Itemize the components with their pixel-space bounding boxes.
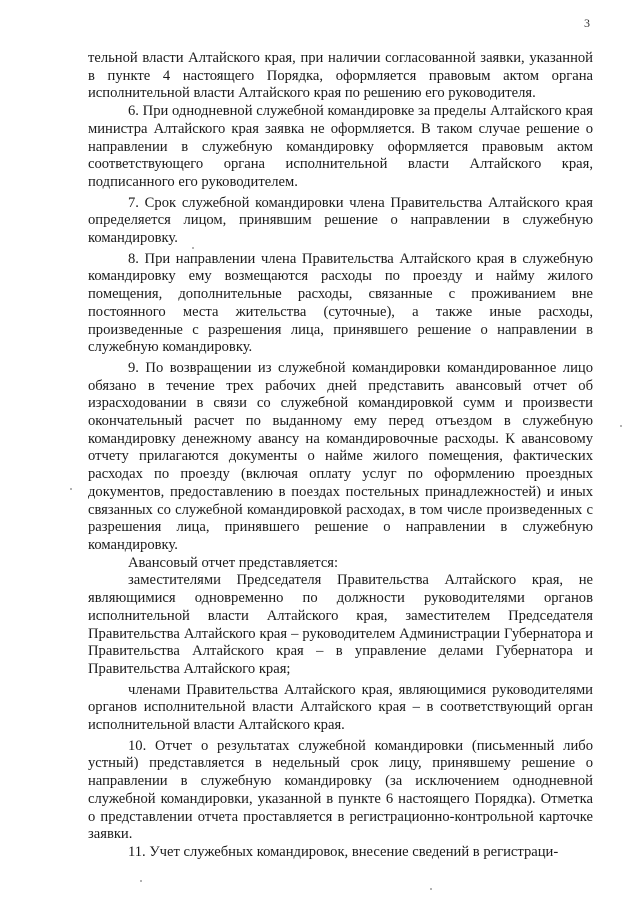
paragraph-8: 8. При направлении члена Правительства Алтайского края в служебную командировку ему возмещаются расходы по проезду и найму жилого помещения, дополнительные расходы, связанные с проживанием вне постоянного места жительства (суточные), а также иные расходы, произведенные с разрешения лица, принявшего решение о направлении в служебную командировку. <box>88 250 593 356</box>
document-body <box>88 50 593 862</box>
paragraph-10: 10. Отчет о результатах служебной командировки (письменный либо устный) представляется в недельный срок лицу, принявшему решение о направлении в служебную командировку (за исключением однодневной служебной командировки, указанной в пункте 6 настоящего Порядка). Отметка о представлении отчета проставляется в регистрационно-контрольной карточке заявки. <box>88 737 593 843</box>
scan-speck <box>140 880 142 882</box>
scan-speck <box>620 425 622 427</box>
scan-speck <box>430 888 432 890</box>
page-number: 3 <box>584 16 590 30</box>
paragraph-report-intro: Авансовый отчет представляется: <box>128 554 339 571</box>
paragraph-report-members: членами Правительства Алтайского края, являющимися руководителями органов исполнительной власти Алтайского края – в соответствующий орган исполнительной власти Алтайского края. <box>88 681 593 734</box>
paragraph-6: 6. При однодневной служебной командировке за пределы Алтайского края министра Алтайского края заявка не оформляется. В таком случае решение о направлении в служебную командировку оформляется правовым актом соответствующего органа исполнительной власти Алтайского края, подписанного его руководителем. <box>88 103 593 190</box>
paragraph-9: 9. По возвращении из служебной командировки командированное лицо обязано в течение трех рабочих дней представить авансовый отчет об израсходовании в связи со служебной командировкой сумм и произвести окончательный расчет по выданному ему перед отъездом в служебную командировку денежному авансу на командировочные расходы. К авансовому отчету прилагаются документы о найме жилого помещения, фактических расходах по проезду (включая оплату услуг по оформлению проездных документов, предоставлению в поездах постельных принадлежностей) и иных связанных со служебной командировкой расходах, в том числе произведенных с разрешения лица, принявшего решение о направлении в служебную командировку. <box>88 359 593 553</box>
scan-speck <box>70 488 72 490</box>
scan-speck <box>192 247 194 249</box>
paragraph-7: 7. Срок служебной командировки члена Правительства Алтайского края определяется лицом, принявшим решение о направлении в служебную командировку. <box>88 194 593 247</box>
paragraph-report-deputies: заместителями Председателя Правительства Алтайского края, не являющимися одновременно по должности руководителями органов исполнительной власти Алтайского края, заместителем Председателя Правительства Алтайского края – руководителем Администрации Губернатора и Правительства Алтайского края – в управление делами Губернатора и Правительства Алтайского края; <box>88 572 593 677</box>
paragraph-continuation: тельной власти Алтайского края, при наличии согласованной заявки, указанной в пункте 4 настоящего Порядка, оформляется правовым актом органа исполнительной власти Алтайского края по решению его руководителя. <box>88 50 593 102</box>
paragraph-11: 11. Учет служебных командировок, внесение сведений в регистраци- <box>128 843 559 860</box>
